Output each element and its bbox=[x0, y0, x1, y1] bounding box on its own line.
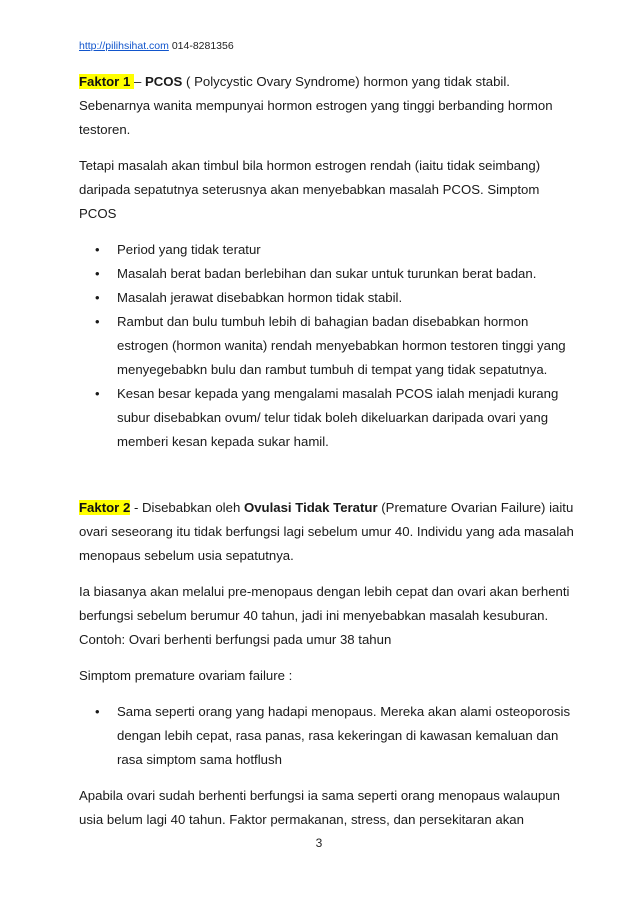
apabila-paragraph: Apabila ovari sudah berhenti berfungsi ia sama seperti orang menopaus walaupun usia belum lagi 40 tahun. Faktor permakanan, stress, dan persekitaran akan bbox=[79, 788, 560, 827]
list-item-text: Period yang tidak teratur bbox=[117, 242, 261, 257]
tetapi-paragraph: Tetapi masalah akan timbul bila hormon estrogen rendah (iaitu tidak seimbang) daripada sepatutnya seterusnya akan menyebabkan masalah PCOS. Simptom PCOS bbox=[79, 158, 541, 221]
faktor2-paragraph bbox=[79, 496, 574, 568]
faktor2-pre: - Disebabkan oleh bbox=[130, 500, 244, 515]
list-item bbox=[79, 310, 574, 382]
faktor1-bold-term: PCOS bbox=[144, 74, 183, 89]
list-item-text: Masalah berat badan berlebihan dan sukar untuk turunkan berat badan. bbox=[117, 266, 537, 281]
faktor1-label: Faktor 1 bbox=[79, 74, 134, 89]
website-link[interactable]: http://pilihsihat.com bbox=[79, 40, 169, 52]
faktor2-bold-term: Ovulasi Tidak Teratur bbox=[243, 500, 378, 515]
faktor1-paragraph bbox=[79, 70, 574, 142]
phone-number: 014-8281356 bbox=[171, 40, 234, 52]
page-number: 3 bbox=[315, 836, 323, 850]
simptom-heading: Simptom premature ovariam failure : bbox=[79, 668, 293, 683]
list-item bbox=[79, 700, 574, 772]
document-body bbox=[79, 70, 574, 832]
list-item bbox=[79, 238, 574, 262]
list-item bbox=[79, 382, 574, 454]
faktor1-dash: – bbox=[133, 74, 145, 89]
list-item-text: Masalah jerawat disebabkan hormon tidak stabil. bbox=[117, 290, 403, 305]
faktor2-label: Faktor 2 bbox=[79, 500, 131, 515]
page-header bbox=[79, 40, 234, 52]
list-item-text: Sama seperti orang yang hadapi menopaus. Mereka akan alami osteoporosis dengan lebih cepat, rasa panas, rasa kekeringan di kawasan kemaluan dan rasa simptom sama hotflush bbox=[117, 704, 571, 767]
bullet-icon: • bbox=[95, 314, 100, 329]
faktor2-text: (Premature Ovarian Failure) iaitu ovari seseorang itu tidak berfungsi lagi sebelum umur 40. Individu yang ada masalah menopaus sebelum usia sepatutnya. bbox=[79, 500, 574, 563]
bullet-icon: • bbox=[95, 386, 100, 401]
list-item-text: Kesan besar kepada yang mengalami masalah PCOS ialah menjadi kurang subur disebabkan ovum/ telur tidak boleh dikeluarkan daripada ovari yang memberi kesan kepada sukar hamil. bbox=[117, 386, 559, 449]
bullet-icon: • bbox=[95, 242, 100, 257]
bullet-icon: • bbox=[95, 290, 100, 305]
section-spacer bbox=[79, 454, 574, 496]
ia-paragraph: Ia biasanya akan melalui pre-menopaus dengan lebih cepat dan ovari akan berhenti berfungsi sebelum berumur 40 tahun, jadi ini menyebabkan masalah kesuburan. Contoh: Ovari berhenti berfungsi pada umur 38 tahun bbox=[79, 584, 570, 647]
bullet-icon: • bbox=[95, 266, 100, 281]
pcos-symptom-list bbox=[79, 238, 574, 454]
bullet-icon: • bbox=[95, 704, 100, 719]
pof-symptom-list bbox=[79, 700, 574, 772]
list-item-text: Rambut dan bulu tumbuh lebih di bahagian badan disebabkan hormon estrogen (hormon wanita) rendah menyebabkan hormon testoren tinggi yang menyegebabkn bulu dan rambut tumbuh di tempat yang tidak sepatutnya. bbox=[117, 314, 566, 377]
list-item bbox=[79, 262, 574, 286]
list-item bbox=[79, 286, 574, 310]
faktor1-text: ( Polycystic Ovary Syndrome) hormon yang tidak stabil. Sebenarnya wanita mempunyai hormon estrogen yang tinggi berbanding hormon testoren. bbox=[79, 74, 553, 137]
